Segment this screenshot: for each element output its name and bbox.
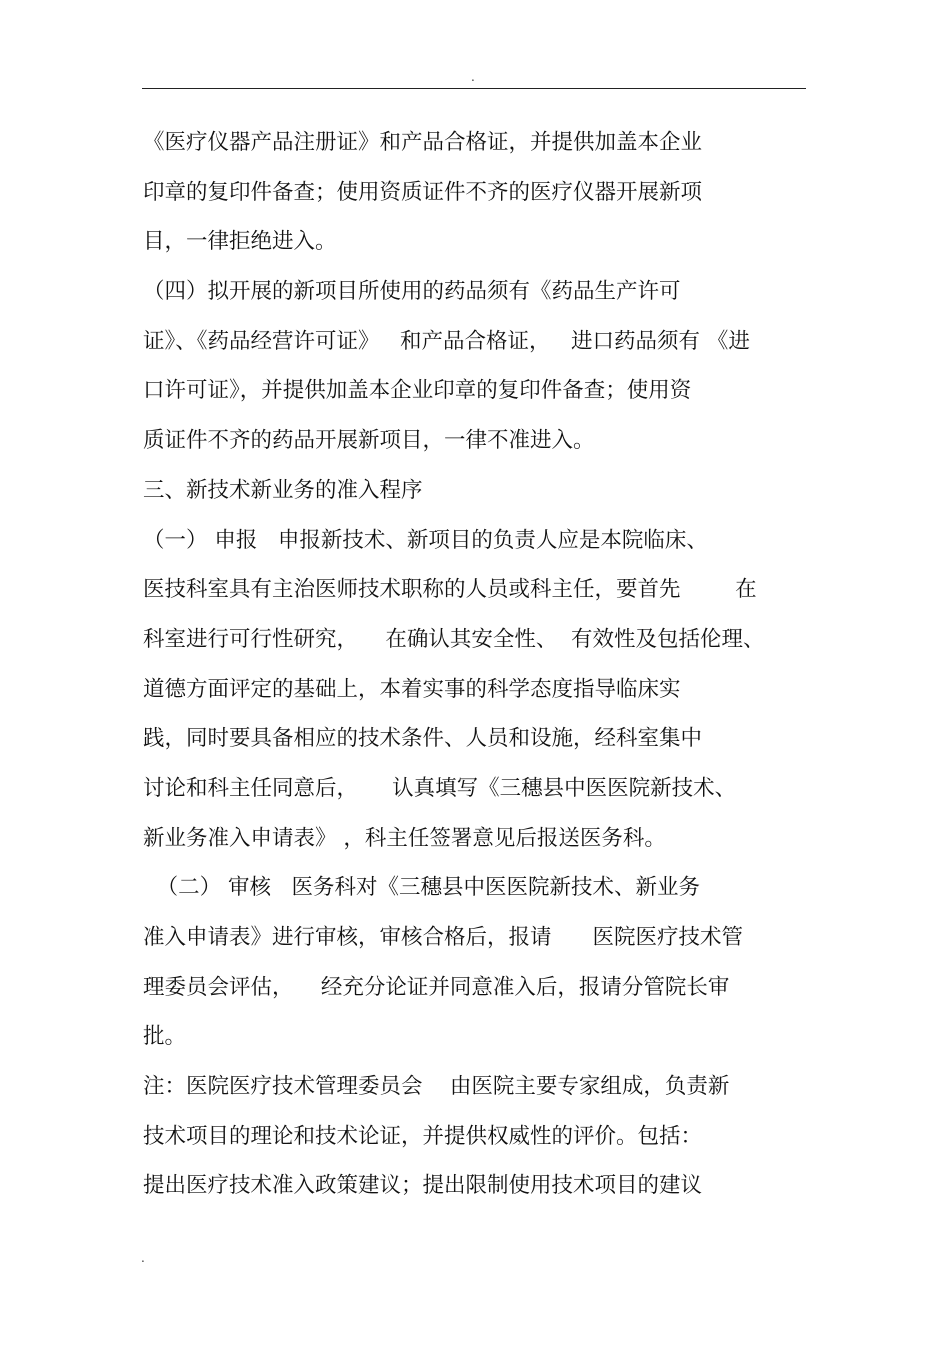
text-line: 目，一律拒绝进入。 [143,229,337,255]
text-line: 准入申请表》进行审核，审核合格后，报请 医院医疗技术管 [143,925,744,950]
text-line: 证》、《药品经营许可证》 和产品合格证， 进口药品须有 《进 [143,328,750,354]
text-line: 技术项目的理论和技术论证，并提供权威性的评价。包括： [143,1123,703,1149]
footer-mark: . [141,1251,145,1265]
text-line: 口许可证》，并提供加盖本企业印章的复印件备查；使用资 [143,378,692,404]
text-line: 印章的复印件备查；使用资质证件不齐的医疗仪器开展新项 [143,179,703,205]
text-line: 新业务准入申请表》 ，科主任签署意见后报送医务科。 [143,825,666,851]
text-line: 科室进行可行性研究， 在确认其安全性、 有效性及包括伦理、 [143,626,765,652]
header-mark: . [471,70,475,84]
text-line: 批。 [143,1024,187,1050]
text-line: 道德方面评定的基础上，本着实事的科学态度指导临床实 [143,676,681,702]
text-line: 提出医疗技术准入政策建议；提出限制使用技术项目的建议 [143,1173,703,1199]
text-line: （一） 申报 申报新技术、新项目的负责人应是本院临床、 [143,527,708,553]
text-line: （四）拟开展的新项目所使用的药品须有《药品生产许可 [143,279,681,305]
text-line: 践，同时要具备相应的技术条件、人员和设施，经科室集中 [143,726,703,752]
text-line: （二） 审核 医务科对《三穗县中医医院新技术、新业务 [143,875,701,901]
header-rule [142,88,806,89]
text-line: 注：医院医疗技术管理委员会 由医院主要专家组成，负责新 [143,1074,730,1100]
section-heading: 三、新技术新业务的准入程序 [143,477,423,503]
text-line: 医技科室具有主治医师技术职称的人员或科主任，要首先 在 [143,577,757,603]
text-line: 讨论和科主任同意后， 认真填写《三穗县中医医院新技术、 [143,775,737,801]
text-line: 理委员会评估， 经充分论证并同意准入后，报请分管院长审 [143,974,730,1000]
text-line: 《医疗仪器产品注册证》和产品合格证，并提供加盖本企业 [143,130,703,155]
document-body [143,118,808,1211]
text-line: 质证件不齐的药品开展新项目，一律不准进入。 [143,428,595,454]
